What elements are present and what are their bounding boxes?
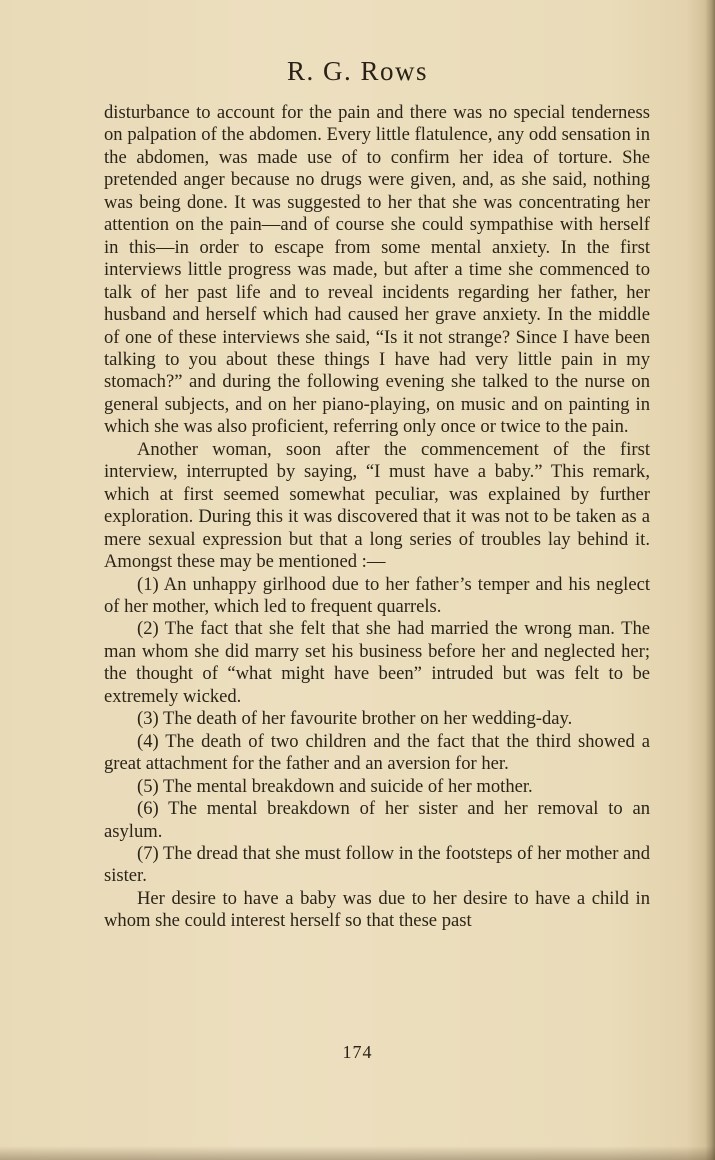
paragraph-another-woman: Another woman, soon after the commencement of the first interview, interrupted by saying, “I must have a baby.” This remark, which at first seemed somewhat peculiar, was explained by further exploration. During this it was discovered that it was not to be taken as a mere sexual expression but that a long series of troubles lay behind it. Amongst these may be mentioned :—: [104, 438, 650, 573]
list-item-6: (6) The mental breakdown of her sister and her removal to an asylum.: [104, 798, 650, 842]
paragraph-baby-desire: Her desire to have a baby was due to her desire to have a child in whom she could interest herself so that these past: [104, 887, 650, 932]
page-bottom-shadow: [0, 1146, 715, 1160]
body-text: [104, 102, 650, 933]
list-item-3: (3) The death of her favourite brother on her wedding-day.: [137, 708, 573, 730]
running-header: R. G. Rows: [286, 56, 429, 86]
paragraph-continuation: disturbance to account for the pain and there was no special tenderness on palpation of the abdomen. Every little flatulence, any odd sensation in the abdomen, was made use of to confirm her idea of torture. She pretended anger because no drugs were given, and, as she said, nothing was being done. It was suggested to her that she was concentrating her attention on the pain—and of course she could sympathise with herself in this—in order to escape from some mental anxiety. In the first interviews little progress was made, but after a time she commenced to talk of her past life and to reveal incidents regarding her father, her husband and herself which had caused her grave anxiety. In the middle of one of these interviews she said, “Is it not strange? Since I have been talking to you about these things I have had very little pain in my stomach?” and during the following evening she talked to the nurse on general subjects, and on her piano-playing, on music and on painting in which she was also proficient, referring only once or twice to the pain.: [104, 102, 650, 438]
page-number: 174: [342, 1042, 373, 1062]
list-item-1: (1) An unhappy girlhood due to her father’s temper and his neglect of her mother, which led to frequent quarrels.: [104, 573, 650, 617]
page-edge-shadow: [705, 0, 715, 1160]
list-item-2: (2) The fact that she felt that she had married the wrong man. The man whom she did marry set his business before her and neglected her; the thought of “what might have been” intruded but was felt to be extremely wicked.: [104, 618, 650, 707]
list-item-4: (4) The death of two children and the fact that the third showed a great attachment for the father and an aversion for her.: [104, 730, 650, 775]
list-item-5: (5) The mental breakdown and suicide of her mother.: [137, 775, 533, 797]
list-item-7: (7) The dread that she must follow in the footsteps of her mother and sister.: [104, 842, 650, 887]
